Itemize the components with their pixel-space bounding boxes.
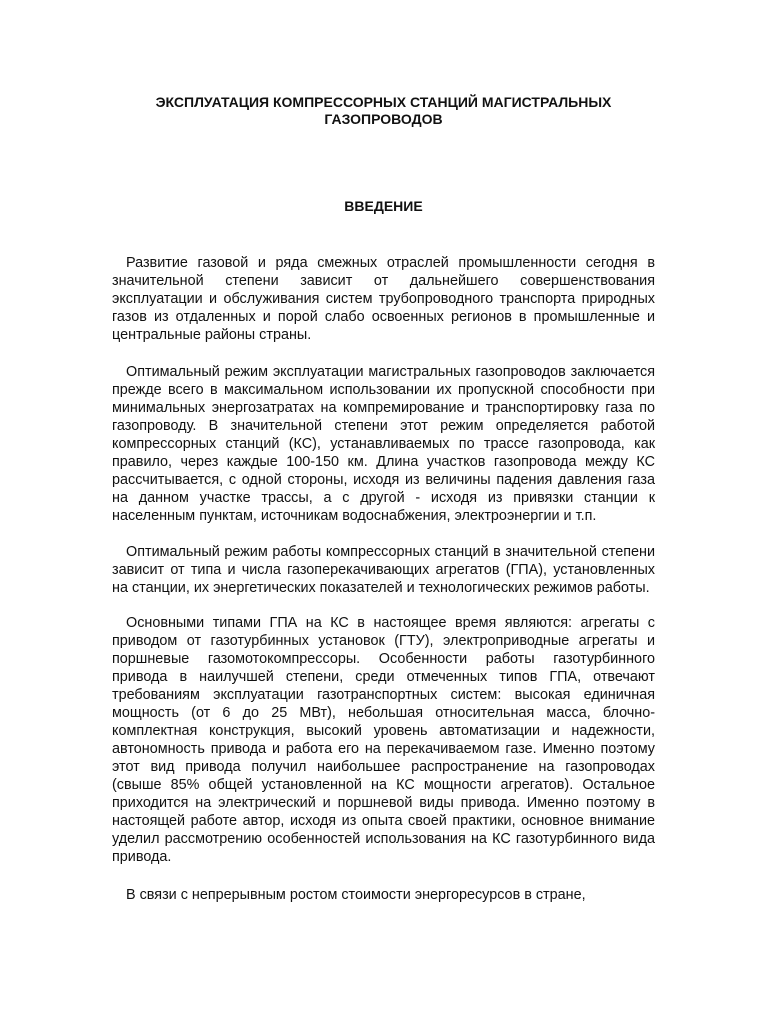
paragraph: Развитие газовой и ряда смежных отраслей промышленности сегодня в значительной степени зависит от дальнейшего совершенствования эксплуатации и обслуживания систем трубопроводного транспорта природных газов из отдаленных и порой слабо освоенных регионов в промышленные и центральные районы страны.	[112, 255, 655, 343]
paragraph: Оптимальный режим работы компрессорных станций в значительной степени зависит от типа и числа газоперекачивающих агрегатов (ГПА), установленных на станции, их энергетических показателей и технологических режимов работы.	[112, 544, 655, 596]
document-title: ЭКСПЛУАТАЦИЯ КОМПРЕССОРНЫХ СТАНЦИЙ МАГИСТРАЛЬНЫХ ГАЗОПРОВОДОВ	[155, 94, 612, 127]
paragraph: Оптимальный режим эксплуатации магистральных газопроводов заключается прежде всего в максимальном использовании их пропускной способности при минимальных энергозатратах на компремирование и транспортировку газа по газопроводу. В значительной степени этот режим определяется работой компрессорных станций (КС), устанавливаемых по трассе газопровода, как правило, через каждые 100-150 км. Длина участков газопровода между КС рассчитывается, с одной стороны, исходя из величины падения давления газа на данном участке трассы, а с другой - исходя из привязки станции к населенным пунктам, источникам водоснабжения, электроэнергии и т.п.	[112, 364, 655, 524]
section-heading: ВВЕДЕНИЕ	[344, 198, 423, 214]
document-page	[112, 94, 655, 904]
paragraph: В связи с непрерывным ростом стоимости энергоресурсов в стране,	[126, 887, 586, 903]
paragraph: Основными типами ГПА на КС в настоящее время являются: агрегаты с приводом от газотурбинных установок (ГТУ), электроприводные агрегаты и поршневые газомотокомпрессоры. Особенности работы газотурбинного привода в наилучшей степени, среди отмеченных типов ГПА, отвечают требованиям эксплуатации газотранспортных систем: высокая единичная мощность (от 6 до 25 МВт), небольшая относительная масса, блочно-комплектная конструкция, высокий уровень автоматизации и надежности, автономность привода и работа его на перекачиваемом газе. Именно поэтому этот вид привода получил наибольшее распространение на газопроводах (свыше 85% общей установленной на КС мощности агрегатов). Остальное приходится на электрический и поршневой виды привода. Именно поэтому в настоящей работе автор, исходя из опыта своей практики, основное внимание уделил рассмотрению особенностей использования на КС газотурбинного вида привода.	[112, 615, 655, 865]
